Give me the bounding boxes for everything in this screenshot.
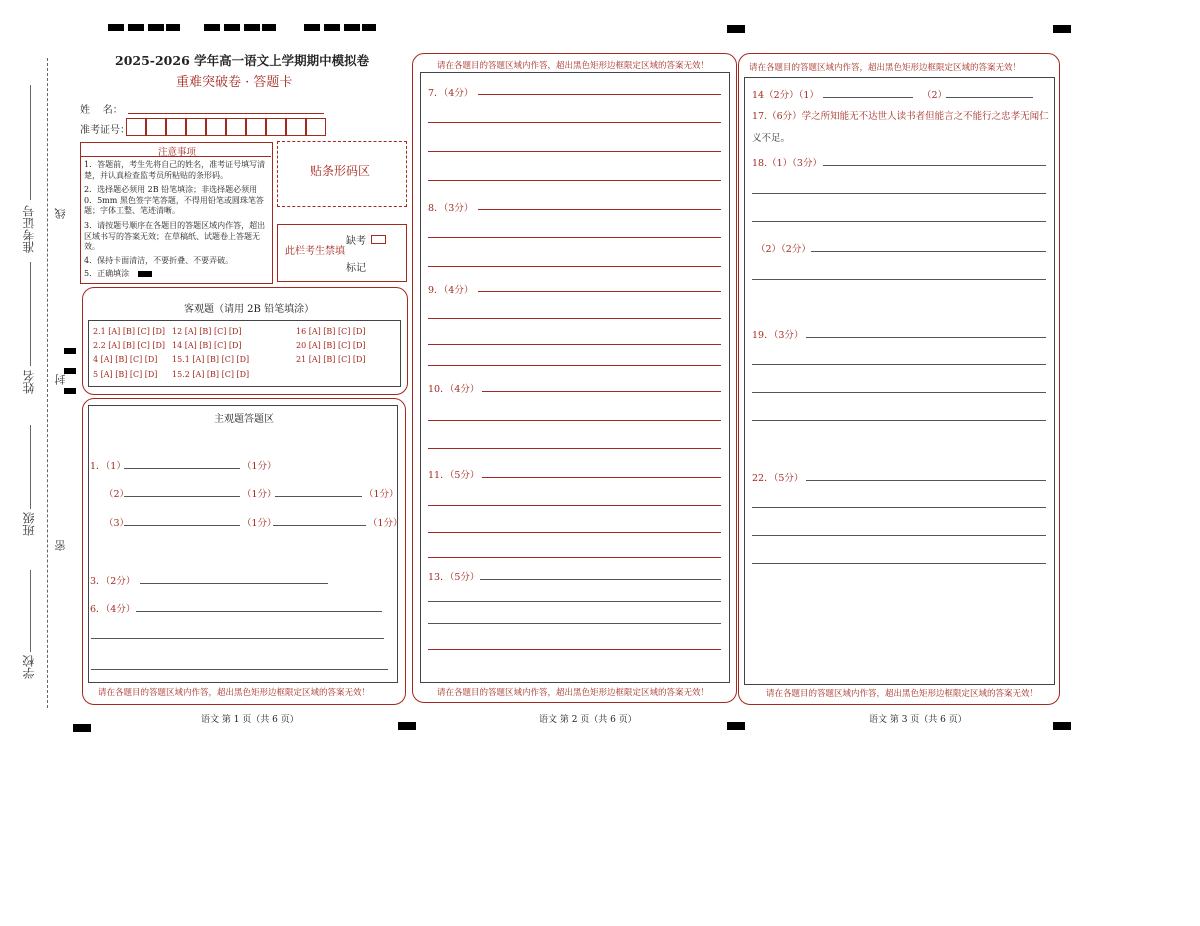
objective-option-row[interactable]: 2.1 [A] [B] [C] [D]	[93, 327, 166, 336]
side-line-class	[30, 425, 31, 509]
q19-line-1[interactable]	[752, 364, 1046, 365]
q6-answer-3[interactable]	[91, 669, 388, 670]
side-line-exam-id	[30, 85, 31, 200]
side-label-school: 学校	[22, 655, 36, 679]
q19-label: 19．（3分）	[752, 330, 804, 341]
timing-mark	[244, 24, 260, 31]
objective-option-row[interactable]: 16 [A] [B] [C] [D]	[296, 327, 366, 336]
absent-forbidden-label: 此栏考生禁填	[285, 246, 345, 257]
exam-id-digit-box[interactable]	[146, 118, 166, 136]
q22-line-1[interactable]	[752, 507, 1046, 508]
note-item-3: 3．请按题号顺序在各题目的答题区域内作答，超出区域书写的答案无效；在草稿纸、试题卷上答题无效。	[84, 221, 266, 251]
side-line-name	[30, 262, 31, 366]
objective-option-row[interactable]: 20 [A] [B] [C] [D]	[296, 341, 366, 350]
exam-title: 2025-2026 学年高一语文上学期期中模拟卷	[115, 53, 370, 68]
side-label-seal: 封	[54, 374, 67, 385]
q13-line-2[interactable]	[428, 623, 721, 624]
q18-1-label: 18.（1）（3分）	[752, 158, 822, 169]
side-label-line: 线	[54, 208, 67, 219]
q1-3-points-b: （1分）	[368, 518, 403, 529]
objective-title: 客观题（请用 2B 铅笔填涂）	[184, 304, 315, 315]
q19-line-0[interactable]	[806, 337, 1046, 338]
q1-1-points: （1分）	[242, 461, 277, 472]
side-line-school	[30, 570, 31, 652]
q17-text-line2: 义不足。	[752, 133, 791, 144]
exam-id-digit-box[interactable]	[166, 118, 186, 136]
q18-1-line-0[interactable]	[823, 165, 1046, 166]
q10-line-2[interactable]	[428, 448, 721, 449]
timing-mark	[128, 24, 144, 31]
timing-mark	[398, 722, 416, 730]
timing-mark	[64, 388, 76, 394]
q22-label: 22．（5分）	[752, 473, 804, 484]
timing-mark	[166, 24, 180, 31]
q1-2-answer-b[interactable]	[275, 496, 362, 497]
timing-mark	[324, 24, 340, 31]
timing-mark	[304, 24, 320, 31]
name-field[interactable]	[128, 113, 324, 114]
q10-line-0[interactable]	[482, 391, 721, 392]
q6-answer-1[interactable]	[136, 611, 382, 612]
objective-option-row[interactable]: 5 [A] [B] [C] [D]	[93, 370, 158, 379]
timing-mark	[148, 24, 164, 31]
q9-line-3[interactable]	[428, 365, 721, 366]
subjective-title: 主观题答题区	[214, 414, 274, 425]
exam-id-label: 准考证号：	[80, 125, 130, 136]
timing-mark	[1053, 25, 1071, 33]
timing-mark	[224, 24, 240, 31]
q6-answer-2[interactable]	[91, 638, 384, 639]
absent-checkbox[interactable]	[371, 235, 386, 244]
q14-answer-1[interactable]	[823, 97, 913, 98]
barcode-label: 贴条形码区	[310, 164, 371, 178]
q13-label: 13．（5分）	[428, 572, 480, 583]
page3-notice-top: 请在各题目的答题区域内作答，超出黑色矩形边框限定区域的答案无效！	[749, 63, 1022, 73]
exam-id-digit-box[interactable]	[246, 118, 266, 136]
q9-line-2[interactable]	[428, 344, 721, 345]
q13-line-3[interactable]	[428, 649, 721, 650]
q13-line-0[interactable]	[480, 579, 721, 580]
page1-footer: 语文 第 1 页（共 6 页）	[201, 715, 299, 725]
timing-mark	[727, 25, 745, 33]
page3-notice-bottom: 请在各题目的答题区域内作答，超出黑色矩形边框限定区域的答案无效！	[766, 689, 1039, 699]
q11-line-2[interactable]	[428, 532, 721, 533]
binding-dashed-line	[47, 58, 48, 708]
q14-label-2: （2）	[922, 90, 948, 101]
q18-2-line-0[interactable]	[811, 251, 1046, 252]
timing-mark	[204, 24, 220, 31]
q9-line-0[interactable]	[478, 291, 721, 292]
q11-label: 11．（5分）	[428, 470, 480, 481]
objective-option-row[interactable]: 14 [A] [B] [C] [D]	[172, 341, 242, 350]
q8-line-1[interactable]	[428, 237, 721, 238]
side-label-class: 班级	[22, 512, 36, 536]
exam-id-digit-box[interactable]	[286, 118, 306, 136]
fill-example-mark	[138, 271, 152, 277]
page2-inner-box	[420, 72, 730, 683]
timing-mark	[262, 24, 276, 31]
page1-notice: 请在各题目的答题区域内作答，超出黑色矩形边框限定区域的答案无效！	[98, 688, 371, 698]
q7-line-0[interactable]	[478, 94, 721, 95]
q8-line-2[interactable]	[428, 266, 721, 267]
q1-3-points-a: （1分）	[242, 518, 277, 529]
q18-1-line-1[interactable]	[752, 193, 1046, 194]
objective-option-row[interactable]: 2.2 [A] [B] [C] [D]	[93, 341, 166, 350]
q22-line-0[interactable]	[806, 480, 1046, 481]
side-label-name: 姓名	[22, 370, 36, 394]
timing-mark	[108, 24, 124, 31]
exam-id-digit-box[interactable]	[226, 118, 246, 136]
q6-label: 6．（4分）	[90, 604, 136, 615]
exam-id-digit-box[interactable]	[186, 118, 206, 136]
timing-mark	[64, 348, 76, 354]
q19-line-3[interactable]	[752, 420, 1046, 421]
absent-mark-label: 标记	[346, 263, 366, 274]
q14-answer-2[interactable]	[946, 97, 1033, 98]
q3-label: 3．（2分）	[90, 576, 136, 587]
objective-option-row[interactable]: 12 [A] [B] [C] [D]	[172, 327, 242, 336]
page2-notice-top: 请在各题目的答题区域内作答，超出黑色矩形边框限定区域的答案无效！	[437, 61, 710, 71]
q1-2-label: （2）	[104, 489, 130, 500]
page3-footer: 语文 第 3 页（共 6 页）	[869, 715, 967, 725]
q1-1-answer[interactable]	[124, 468, 240, 469]
q18-2-label: （2）（2分）	[756, 244, 811, 255]
note-item-1: 1．答题前，考生先将自己的姓名，准考证号填写清楚，并认真检查监考员所粘贴的条形码。	[84, 160, 266, 180]
timing-mark	[1053, 722, 1071, 730]
q14-label: 14（2分）（1）	[752, 90, 819, 101]
objective-option-row[interactable]: 4 [A] [B] [C] [D]	[93, 355, 158, 364]
objective-option-row[interactable]: 21 [A] [B] [C] [D]	[296, 355, 366, 364]
name-label: 姓 名：	[80, 105, 123, 116]
timing-mark	[362, 24, 376, 31]
timing-mark	[73, 724, 91, 732]
q13-line-1[interactable]	[428, 601, 721, 602]
q18-2-line-1[interactable]	[752, 279, 1046, 280]
q18-1-line-2[interactable]	[752, 221, 1046, 222]
exam-id-digit-box[interactable]	[126, 118, 146, 136]
q7-label: 7．（4分）	[428, 88, 474, 99]
q9-line-1[interactable]	[428, 318, 721, 319]
note-item-2: 2．选择题必须用 2B 铅笔填涂；非选择题必须用 0．5mm 黑色签字笔答题，不得用铅笔或圆珠笔答题；字体工整、笔迹清晰。	[84, 185, 264, 215]
q10-line-1[interactable]	[428, 420, 721, 421]
q11-line-0[interactable]	[482, 477, 721, 478]
side-label-secret: 密	[54, 540, 67, 551]
q11-line-1[interactable]	[428, 505, 721, 506]
q7-line-3[interactable]	[428, 180, 721, 181]
exam-id-digit-box[interactable]	[306, 118, 326, 136]
q7-line-2[interactable]	[428, 151, 721, 152]
q22-line-2[interactable]	[752, 535, 1046, 536]
q9-label: 9．（4分）	[428, 285, 474, 296]
card-subtitle: 重难突破卷 · 答题卡	[176, 75, 293, 90]
notes-title: 注意事项	[158, 147, 197, 158]
q17-text-line1: 17.（6分）学之所知能无不达世人读书者但能言之不能行之忠孝无闻仁	[752, 111, 1049, 122]
q11-line-3[interactable]	[428, 557, 721, 558]
q19-line-2[interactable]	[752, 392, 1046, 393]
page2-footer: 语文 第 2 页（共 6 页）	[539, 715, 637, 725]
exam-id-digit-box[interactable]	[206, 118, 226, 136]
page2-notice-bottom: 请在各题目的答题区域内作答，超出黑色矩形边框限定区域的答案无效！	[437, 688, 710, 698]
q3-answer[interactable]	[140, 583, 328, 584]
q1-2-points-a: （1分）	[242, 489, 277, 500]
q8-line-0[interactable]	[478, 209, 721, 210]
q10-label: 10．（4分）	[428, 384, 480, 395]
note-item-4: 4．保持卡面清洁，不要折叠、不要弄破。	[84, 256, 234, 265]
objective-option-row[interactable]: 15.1 [A] [B] [C] [D]	[172, 355, 250, 364]
timing-mark	[727, 722, 745, 730]
q1-3-answer-b[interactable]	[273, 525, 366, 526]
side-label-exam-id: 准考证号	[22, 205, 36, 253]
q8-label: 8．（3分）	[428, 203, 474, 214]
q1-2-points-b: （1分）	[364, 489, 399, 500]
absent-label: 缺考	[346, 236, 366, 247]
timing-mark	[344, 24, 360, 31]
q22-line-3[interactable]	[752, 563, 1046, 564]
q1-2-answer-a[interactable]	[124, 496, 240, 497]
q17-text	[752, 108, 1049, 122]
objective-option-row[interactable]: 15.2 [A] [B] [C] [D]	[172, 370, 250, 379]
q7-line-1[interactable]	[428, 122, 721, 123]
note-item-5: 5．正确填涂	[84, 269, 130, 278]
subjective-inner-box	[88, 405, 398, 683]
q1-3-label: （3）	[104, 518, 130, 529]
q1-3-answer-a[interactable]	[124, 525, 240, 526]
exam-id-digit-box[interactable]	[266, 118, 286, 136]
q1-1-label: 1．（1）	[90, 461, 126, 472]
